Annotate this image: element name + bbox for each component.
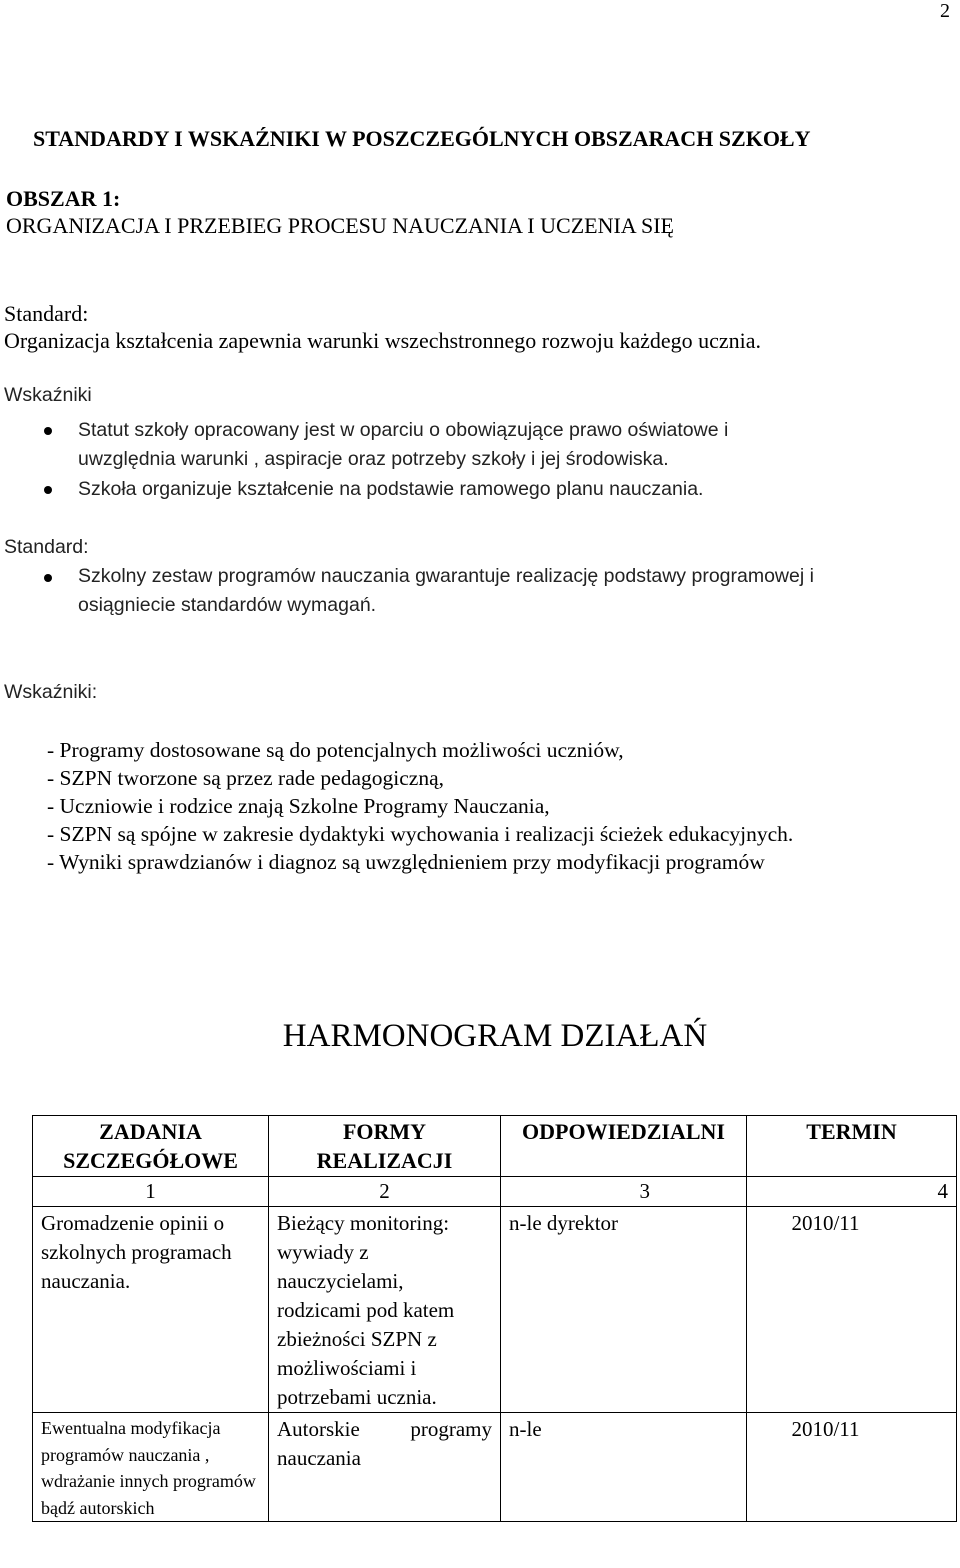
column-number: 1: [33, 1177, 269, 1207]
harmonogram-table: [32, 1115, 957, 1522]
indicator-dash-item: - Programy dostosowane są do potencjalnych możliwości uczniów,: [47, 738, 624, 762]
responsible-cell: [501, 1207, 747, 1413]
standard-2-line-1: Szkolny zestaw programów nauczania gwarantuje realizację podstawy programowej i: [78, 565, 814, 587]
table-header-row: [33, 1116, 957, 1177]
column-header-line: SZCZEGÓŁOWE: [63, 1148, 238, 1173]
term-cell: 2010/11: [747, 1413, 957, 1522]
indicators-2-label: Wskaźniki:: [4, 681, 98, 703]
bullet-icon: [44, 574, 52, 582]
document-title: STANDARDY I WSKAŹNIKI W POSZCZEGÓLNYCH OBSZARACH SZKOŁY: [33, 126, 811, 151]
bullet-icon: [44, 427, 52, 435]
indicator-dash-item: - SZPN są spójne w zakresie dydaktyki wychowania i realizacji ścieżek edukacyjnych.: [47, 822, 794, 846]
column-number: 3: [501, 1177, 747, 1207]
harmonogram-title: HARMONOGRAM DZIAŁAŃ: [282, 1018, 708, 1054]
form-cell: Bieżący monitoring: wywiady z nauczycielami, rodzicami pod katem zbieżności SZPN z możliwościami i potrzebami ucznia.: [269, 1207, 501, 1413]
form-cell: Autorskie programy nauczania: [269, 1413, 501, 1522]
column-number: 2: [269, 1177, 501, 1207]
indicators-1-label: Wskaźniki: [4, 384, 92, 406]
column-number-row: [33, 1177, 957, 1207]
standard-2-line-2: osiągniecie standardów wymagań.: [78, 594, 377, 616]
standard-2-label: Standard:: [4, 536, 89, 558]
column-header-forms: [269, 1116, 501, 1177]
indicator-dash-item: - Uczniowie i rodzice znają Szkolne Programy Nauczania,: [47, 794, 550, 818]
responsible-text: n-le dyrektor: [509, 1211, 619, 1235]
column-header-line: TERMIN: [806, 1119, 897, 1144]
indicator-2-line-1: Szkoła organizuje kształcenie na podstawie ramowego planu nauczania.: [78, 478, 704, 500]
indicator-dash-item: - SZPN tworzone są przez rade pedagogiczną,: [47, 766, 444, 790]
column-header-line: REALIZACJI: [316, 1148, 453, 1173]
page-number: 2: [940, 0, 950, 22]
column-header-line: ODPOWIEDZIALNI: [522, 1119, 725, 1144]
task-cell: Gromadzenie opinii o szkolnych programach nauczania.: [33, 1207, 269, 1413]
task-cell: Ewentualna modyfikacja programów nauczania , wdrażanie innych programów bądź autorskich: [33, 1413, 269, 1522]
column-header-line: ZADANIA: [99, 1119, 202, 1144]
area-name: ORGANIZACJA I PRZEBIEG PROCESU NAUCZANIA I UCZENIA SIĘ: [6, 213, 674, 238]
standard-1-label: Standard:: [4, 301, 89, 326]
column-header-term: [747, 1116, 957, 1177]
indicator-1-line-2: uwzględnia warunki , aspiracje oraz potrzeby szkoły i jej środowiska.: [78, 448, 669, 470]
responsible-cell: n-le: [501, 1413, 747, 1522]
indicator-1-line-1: Statut szkoły opracowany jest w oparciu o obowiązujące prawo oświatowe i: [78, 419, 729, 441]
table-row: [33, 1413, 957, 1522]
area-label: OBSZAR 1:: [6, 186, 121, 211]
column-header-responsible: [501, 1116, 747, 1177]
indicator-dash-item: - Wyniki sprawdzianów i diagnoz są uwzględnieniem przy modyfikacji programów: [47, 850, 765, 874]
standard-1-text: Organizacja kształcenia zapewnia warunki wszechstronnego rozwoju każdego ucznia.: [4, 328, 762, 353]
bullet-icon: [44, 486, 52, 494]
term-cell: 2010/11: [747, 1207, 957, 1413]
column-number: 4: [747, 1177, 957, 1207]
column-header-line: FORMY: [342, 1119, 427, 1144]
table-row: [33, 1207, 957, 1413]
column-header-tasks: [33, 1116, 269, 1177]
